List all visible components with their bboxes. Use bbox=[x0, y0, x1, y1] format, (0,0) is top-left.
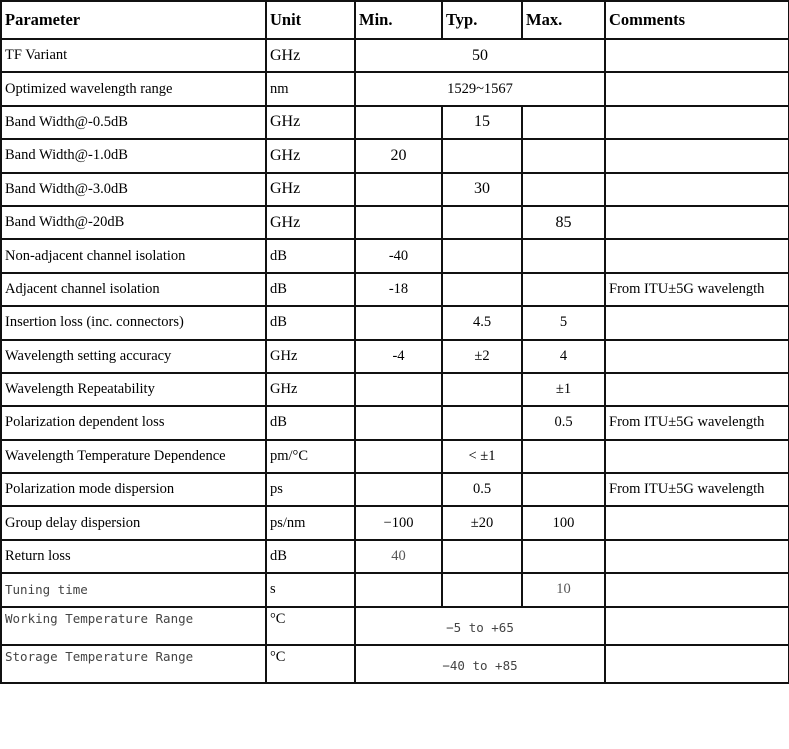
comment-cell bbox=[605, 39, 789, 72]
min-cell: 20 bbox=[355, 139, 442, 172]
typ-cell bbox=[442, 573, 522, 606]
table-row bbox=[1, 72, 789, 105]
table-row bbox=[1, 607, 789, 645]
min-cell bbox=[355, 440, 442, 473]
comment-cell bbox=[605, 340, 789, 373]
param-cell: Return loss bbox=[1, 540, 266, 573]
max-cell: 0.5 bbox=[522, 406, 605, 439]
min-cell: -40 bbox=[355, 239, 442, 272]
comment-cell bbox=[605, 239, 789, 272]
max-cell: 100 bbox=[522, 506, 605, 539]
table-row bbox=[1, 645, 789, 683]
unit-cell: GHz bbox=[266, 139, 355, 172]
max-cell bbox=[522, 173, 605, 206]
header-comments: Comments bbox=[605, 1, 789, 39]
param-cell: Storage Temperature Range bbox=[1, 645, 266, 683]
min-cell bbox=[355, 406, 442, 439]
param-cell: Band Width@-3.0dB bbox=[1, 173, 266, 206]
table-row bbox=[1, 39, 789, 72]
comment-cell bbox=[605, 306, 789, 339]
typ-cell: 0.5 bbox=[442, 473, 522, 506]
typ-cell: ±20 bbox=[442, 506, 522, 539]
unit-cell: pm/°C bbox=[266, 440, 355, 473]
typ-cell bbox=[442, 239, 522, 272]
table-row bbox=[1, 173, 789, 206]
unit-cell: °C bbox=[266, 607, 355, 645]
param-cell: Insertion loss (inc. connectors) bbox=[1, 306, 266, 339]
header-typ: Typ. bbox=[442, 1, 522, 39]
typ-cell bbox=[442, 206, 522, 239]
table-row bbox=[1, 406, 789, 439]
param-cell: Adjacent channel isolation bbox=[1, 273, 266, 306]
min-cell: -4 bbox=[355, 340, 442, 373]
comment-cell bbox=[605, 506, 789, 539]
min-cell: 40 bbox=[355, 540, 442, 573]
unit-cell: GHz bbox=[266, 206, 355, 239]
typ-cell bbox=[442, 273, 522, 306]
unit-cell: GHz bbox=[266, 173, 355, 206]
unit-cell: dB bbox=[266, 239, 355, 272]
typ-cell: 4.5 bbox=[442, 306, 522, 339]
min-cell bbox=[355, 373, 442, 406]
typ-cell bbox=[442, 139, 522, 172]
typ-cell: 15 bbox=[442, 106, 522, 139]
comment-cell bbox=[605, 72, 789, 105]
unit-cell: GHz bbox=[266, 340, 355, 373]
param-cell: Working Temperature Range bbox=[1, 607, 266, 645]
comment-cell bbox=[605, 573, 789, 606]
max-cell bbox=[522, 139, 605, 172]
comment-cell bbox=[605, 440, 789, 473]
value-span-cell: 50 bbox=[355, 39, 605, 72]
unit-cell: s bbox=[266, 573, 355, 606]
table-row bbox=[1, 139, 789, 172]
min-cell: −100 bbox=[355, 506, 442, 539]
unit-cell: dB bbox=[266, 406, 355, 439]
unit-cell: dB bbox=[266, 540, 355, 573]
max-cell bbox=[522, 540, 605, 573]
min-cell bbox=[355, 206, 442, 239]
param-cell: Tuning time bbox=[1, 573, 266, 606]
typ-cell: 30 bbox=[442, 173, 522, 206]
value-span-cell: −5 to +65 bbox=[355, 607, 605, 645]
max-cell bbox=[522, 473, 605, 506]
table-row bbox=[1, 206, 789, 239]
max-cell: 5 bbox=[522, 306, 605, 339]
comment-cell bbox=[605, 607, 789, 645]
unit-cell: dB bbox=[266, 273, 355, 306]
comment-cell: From ITU±5G wavelength bbox=[605, 473, 789, 506]
param-cell: TF Variant bbox=[1, 39, 266, 72]
typ-cell bbox=[442, 540, 522, 573]
param-cell: Polarization mode dispersion bbox=[1, 473, 266, 506]
max-cell bbox=[522, 106, 605, 139]
table-row bbox=[1, 373, 789, 406]
unit-cell: ps/nm bbox=[266, 506, 355, 539]
comment-cell: From ITU±5G wavelength bbox=[605, 406, 789, 439]
unit-cell: GHz bbox=[266, 373, 355, 406]
param-cell: Band Width@-20dB bbox=[1, 206, 266, 239]
comment-cell bbox=[605, 645, 789, 683]
param-cell: Wavelength Temperature Dependence bbox=[1, 440, 266, 473]
comment-cell bbox=[605, 106, 789, 139]
table-row bbox=[1, 440, 789, 473]
param-cell: Optimized wavelength range bbox=[1, 72, 266, 105]
header-parameter: Parameter bbox=[1, 1, 266, 39]
comment-cell bbox=[605, 540, 789, 573]
max-cell: 85 bbox=[522, 206, 605, 239]
min-cell bbox=[355, 573, 442, 606]
min-cell bbox=[355, 173, 442, 206]
typ-cell bbox=[442, 406, 522, 439]
value-span-cell: −40 to +85 bbox=[355, 645, 605, 683]
comment-cell bbox=[605, 139, 789, 172]
table-row bbox=[1, 506, 789, 539]
param-cell: Wavelength Repeatability bbox=[1, 373, 266, 406]
max-cell bbox=[522, 239, 605, 272]
param-cell: Band Width@-0.5dB bbox=[1, 106, 266, 139]
max-cell: ±1 bbox=[522, 373, 605, 406]
unit-cell: GHz bbox=[266, 106, 355, 139]
comment-cell bbox=[605, 373, 789, 406]
typ-cell: < ±1 bbox=[442, 440, 522, 473]
unit-cell: ps bbox=[266, 473, 355, 506]
header-max: Max. bbox=[522, 1, 605, 39]
unit-cell: dB bbox=[266, 306, 355, 339]
header-unit: Unit bbox=[266, 1, 355, 39]
comment-cell bbox=[605, 206, 789, 239]
param-cell: Non-adjacent channel isolation bbox=[1, 239, 266, 272]
max-cell bbox=[522, 440, 605, 473]
header-row bbox=[1, 1, 789, 39]
min-cell bbox=[355, 106, 442, 139]
header-min: Min. bbox=[355, 1, 442, 39]
table-row bbox=[1, 340, 789, 373]
table-row bbox=[1, 106, 789, 139]
unit-cell: GHz bbox=[266, 39, 355, 72]
value-span-cell: 1529~1567 bbox=[355, 72, 605, 105]
typ-cell bbox=[442, 373, 522, 406]
table-row bbox=[1, 573, 789, 606]
comment-cell: From ITU±5G wavelength bbox=[605, 273, 789, 306]
table-row bbox=[1, 473, 789, 506]
param-cell: Group delay dispersion bbox=[1, 506, 266, 539]
min-cell bbox=[355, 306, 442, 339]
min-cell bbox=[355, 473, 442, 506]
typ-cell: ±2 bbox=[442, 340, 522, 373]
param-cell: Band Width@-1.0dB bbox=[1, 139, 266, 172]
comment-cell bbox=[605, 173, 789, 206]
table-row bbox=[1, 306, 789, 339]
table-row bbox=[1, 239, 789, 272]
table-row bbox=[1, 273, 789, 306]
param-cell: Wavelength setting accuracy bbox=[1, 340, 266, 373]
param-cell: Polarization dependent loss bbox=[1, 406, 266, 439]
max-cell bbox=[522, 273, 605, 306]
table-row bbox=[1, 540, 789, 573]
unit-cell: nm bbox=[266, 72, 355, 105]
unit-cell: °C bbox=[266, 645, 355, 683]
max-cell: 4 bbox=[522, 340, 605, 373]
max-cell: 10 bbox=[522, 573, 605, 606]
min-cell: -18 bbox=[355, 273, 442, 306]
